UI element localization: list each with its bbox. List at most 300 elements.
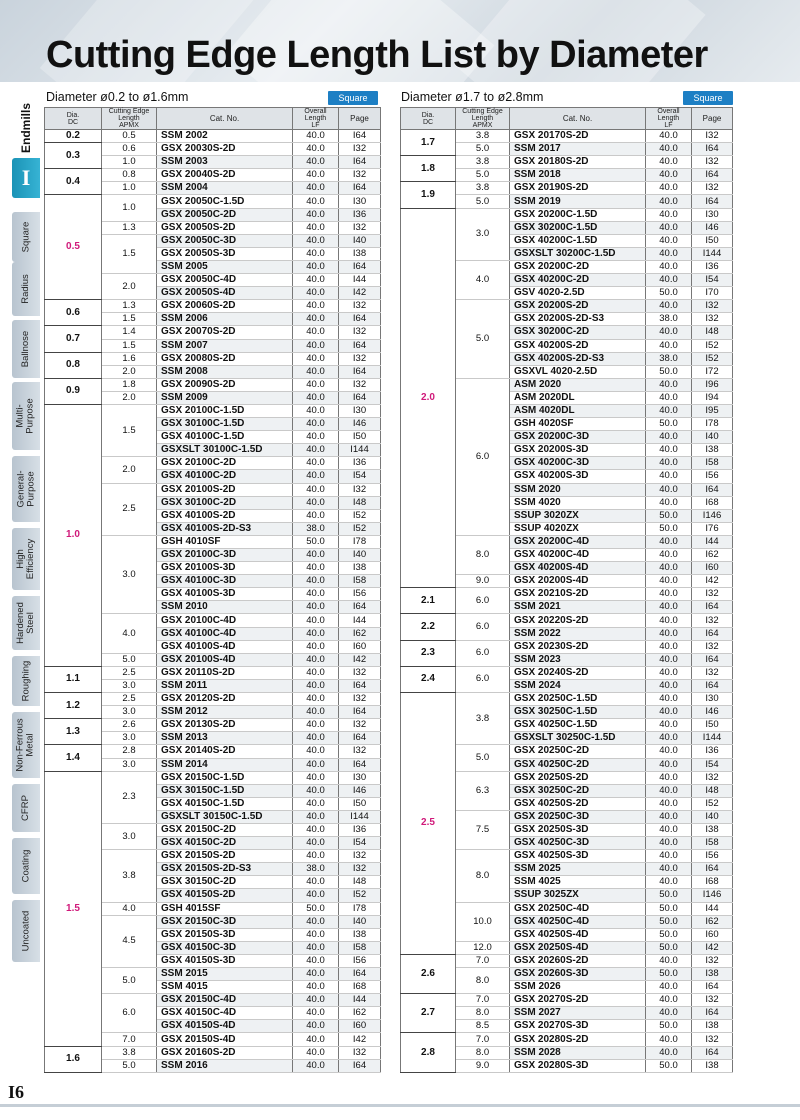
overall-length-cell: 40.0	[293, 418, 339, 431]
page-ref-cell[interactable]: I64	[692, 195, 733, 208]
diameter-cell: 1.8	[401, 156, 456, 182]
page-ref-cell[interactable]: I52	[339, 889, 381, 902]
page-ref-cell[interactable]: I32	[692, 640, 733, 653]
overall-length-cell: 40.0	[646, 208, 692, 221]
page-ref-cell[interactable]: I64	[339, 391, 381, 404]
overall-length-cell: 40.0	[646, 470, 692, 483]
diameter-cell: 1.2	[45, 693, 102, 719]
page-ref-cell[interactable]: I54	[692, 274, 733, 287]
page-ref-cell[interactable]: I32	[692, 666, 733, 679]
catalog-number-cell: GSX 40250S-3D	[510, 850, 646, 863]
cutting-edge-length-cell: 4.5	[102, 915, 157, 967]
page-ref-cell[interactable]: I30	[339, 195, 381, 208]
catalog-number-cell: GSH 4010SF	[157, 535, 293, 548]
cutting-edge-length-cell: 2.6	[102, 719, 157, 732]
catalog-number-cell: GSX 20100C-3D	[157, 549, 293, 562]
page-ref-cell[interactable]: I38	[692, 1020, 733, 1033]
page-ref-cell[interactable]: I58	[339, 575, 381, 588]
page-ref-cell[interactable]: I96	[692, 378, 733, 391]
catalog-number-cell: GSX 20100S-2D	[157, 483, 293, 496]
overall-length-cell: 50.0	[646, 365, 692, 378]
catalog-number-cell: GSX 20250C-2D	[510, 745, 646, 758]
catalog-number-cell: GSX 40150C-3D	[157, 941, 293, 954]
catalog-number-cell: GSX 20120S-2D	[157, 693, 293, 706]
page-ref-cell[interactable]: I60	[692, 562, 733, 575]
cutting-edge-length-cell: 3.0	[102, 706, 157, 719]
page-ref-cell[interactable]: I32	[692, 182, 733, 195]
cutting-edge-length-cell: 4.0	[102, 614, 157, 653]
page-ref-cell[interactable]: I48	[339, 876, 381, 889]
catalog-number-cell: GSX 20140S-2D	[157, 745, 293, 758]
page-ref-cell[interactable]: I32	[692, 588, 733, 601]
overall-length-cell: 40.0	[646, 169, 692, 182]
page-ref-cell[interactable]: I32	[339, 300, 381, 313]
page-ref-cell[interactable]: I30	[339, 771, 381, 784]
page-ref-cell[interactable]: I46	[339, 784, 381, 797]
catalog-number-cell: GSX 20160S-2D	[157, 1046, 293, 1059]
page-ref-cell[interactable]: I64	[339, 679, 381, 692]
page-ref-cell[interactable]: I38	[692, 823, 733, 836]
overall-length-cell: 40.0	[646, 588, 692, 601]
sidebar-tab-square[interactable]	[12, 212, 40, 262]
page-ref-cell[interactable]: I64	[339, 706, 381, 719]
page-ref-cell[interactable]: I32	[339, 352, 381, 365]
page-ref-cell[interactable]: I50	[339, 431, 381, 444]
page-ref-cell[interactable]: I36	[339, 823, 381, 836]
cutting-edge-length-cell: 4.0	[102, 902, 157, 915]
overall-length-cell: 40.0	[646, 404, 692, 417]
overall-length-cell: 40.0	[293, 352, 339, 365]
page-ref-cell[interactable]: I62	[692, 915, 733, 928]
page-ref-cell[interactable]: I50	[692, 719, 733, 732]
cutting-edge-length-cell: 3.8	[456, 182, 510, 195]
page-ref-cell[interactable]: I78	[339, 902, 381, 915]
table-row	[401, 666, 733, 679]
page-ref-cell[interactable]: I52	[339, 509, 381, 522]
catalog-number-cell: GSX 20150S-2D	[157, 850, 293, 863]
cutting-edge-length-cell: 3.8	[102, 1046, 157, 1059]
page-ref-cell[interactable]: I64	[692, 653, 733, 666]
overall-length-cell: 40.0	[646, 640, 692, 653]
page-ref-cell[interactable]: I72	[692, 365, 733, 378]
page-ref-cell[interactable]: I52	[692, 797, 733, 810]
page-ref-cell[interactable]: I32	[339, 850, 381, 863]
page-ref-cell[interactable]: I32	[339, 666, 381, 679]
sidebar-tab-label: CFRP	[20, 795, 31, 821]
page-ref-cell[interactable]: I38	[339, 928, 381, 941]
overall-length-cell: 40.0	[293, 915, 339, 928]
catalog-number-cell: GSX 30200C-2D	[510, 326, 646, 339]
overall-length-cell: 50.0	[293, 535, 339, 548]
page-ref-cell[interactable]: I42	[339, 287, 381, 300]
overall-length-cell: 40.0	[293, 339, 339, 352]
page-ref-cell[interactable]: I48	[692, 326, 733, 339]
page-ref-cell[interactable]: I68	[692, 876, 733, 889]
catalog-number-cell: GSX 30150C-2D	[157, 876, 293, 889]
page-ref-cell[interactable]: I62	[339, 627, 381, 640]
page-ref-cell[interactable]: I60	[339, 640, 381, 653]
diameter-cell: 0.7	[45, 326, 102, 352]
sidebar-tab-label: Radius	[20, 274, 32, 304]
overall-length-cell: 40.0	[293, 850, 339, 863]
page-ref-cell[interactable]: I32	[339, 378, 381, 391]
page-ref-cell[interactable]: I42	[692, 575, 733, 588]
cutting-edge-length-cell: 3.0	[456, 208, 510, 260]
overall-length-cell: 40.0	[293, 509, 339, 522]
page-ref-cell[interactable]: I64	[692, 1007, 733, 1020]
table-row	[45, 130, 381, 143]
page-ref-cell[interactable]: I62	[339, 1007, 381, 1020]
page-ref-cell[interactable]: I32	[692, 771, 733, 784]
catalog-number-cell: GSH 4020SF	[510, 418, 646, 431]
page-ref-cell[interactable]: I64	[339, 968, 381, 981]
footer-line	[0, 1104, 800, 1107]
table-row	[45, 693, 381, 706]
catalog-number-cell: GSX 20280S-3D	[510, 1059, 646, 1072]
cutting-edge-length-cell: 2.0	[102, 457, 157, 483]
page-ref-cell[interactable]: I32	[339, 221, 381, 234]
overall-length-cell: 40.0	[293, 365, 339, 378]
page-ref-cell[interactable]: I78	[692, 418, 733, 431]
catalog-number-cell: SSM 2003	[157, 156, 293, 169]
page-ref-cell[interactable]: I60	[692, 928, 733, 941]
page-ref-cell[interactable]: I32	[339, 863, 381, 876]
cutting-edge-length-cell: 1.4	[102, 326, 157, 339]
lf-header: Overall Length LF	[293, 108, 339, 130]
page-ref-cell[interactable]: I32	[339, 1046, 381, 1059]
catalog-number-cell: GSX 20210S-2D	[510, 588, 646, 601]
overall-length-cell: 40.0	[293, 274, 339, 287]
page-ref-cell[interactable]: I32	[692, 614, 733, 627]
page-ref-cell[interactable]: I64	[339, 601, 381, 614]
page-ref-cell[interactable]: I46	[692, 221, 733, 234]
page-ref-cell[interactable]: I38	[339, 562, 381, 575]
overall-length-cell: 40.0	[293, 928, 339, 941]
page-ref-cell[interactable]: I64	[339, 758, 381, 771]
page-ref-cell[interactable]: I32	[692, 130, 733, 143]
left-diameter-caption: Diameter ø0.2 to ø1.6mm	[46, 90, 189, 104]
overall-length-cell: 40.0	[646, 994, 692, 1007]
catalog-number-cell: GSX 20050S-4D	[157, 287, 293, 300]
catalog-number-cell: SSM 2013	[157, 732, 293, 745]
page-ref-cell[interactable]: I40	[339, 549, 381, 562]
page-ref-cell[interactable]: I44	[692, 535, 733, 548]
cutting-edge-length-cell: 1.5	[102, 234, 157, 273]
table-row	[45, 195, 381, 208]
catalog-number-cell: GSX 30200C-1.5D	[510, 221, 646, 234]
table-row	[401, 693, 733, 706]
overall-length-cell: 40.0	[293, 614, 339, 627]
sidebar-tab-multi-purpose[interactable]	[12, 382, 40, 450]
page-ref-cell[interactable]: I32	[692, 300, 733, 313]
overall-length-cell: 38.0	[293, 863, 339, 876]
page-ref-cell[interactable]: I144	[339, 444, 381, 457]
page-ref-cell[interactable]: I58	[692, 457, 733, 470]
sidebar-tab-non-ferrous-metal[interactable]	[12, 712, 40, 778]
sidebar-tab-high-efficiency[interactable]	[12, 528, 40, 590]
catalog-number-cell: SSUP 3020ZX	[510, 509, 646, 522]
page-ref-cell[interactable]: I64	[692, 169, 733, 182]
overall-length-cell: 40.0	[646, 339, 692, 352]
page-ref-cell[interactable]: I48	[692, 784, 733, 797]
table-row	[45, 719, 381, 732]
page-ref-cell[interactable]: I36	[692, 745, 733, 758]
page-ref-cell[interactable]: I40	[339, 915, 381, 928]
page-ref-cell[interactable]: I50	[339, 797, 381, 810]
page-ref-cell[interactable]: I64	[339, 260, 381, 273]
page-ref-cell[interactable]: I32	[692, 994, 733, 1007]
page-ref-cell[interactable]: I32	[339, 719, 381, 732]
page-ref-cell[interactable]: I146	[692, 509, 733, 522]
catalog-number-cell: GSX 20240S-2D	[510, 666, 646, 679]
sidebar-tab-radius[interactable]	[12, 262, 40, 316]
page-ref-cell[interactable]: I64	[692, 143, 733, 156]
page-ref-cell[interactable]: I64	[339, 130, 381, 143]
cutting-edge-length-cell: 0.5	[102, 130, 157, 143]
overall-length-cell: 40.0	[293, 719, 339, 732]
page-ref-cell[interactable]: I44	[692, 902, 733, 915]
page-ref-cell[interactable]: I144	[692, 247, 733, 260]
diameter-cell: 0.3	[45, 143, 102, 169]
overall-length-cell: 40.0	[293, 260, 339, 273]
page-ref-cell[interactable]: I46	[339, 418, 381, 431]
page-ref-cell[interactable]: I32	[692, 313, 733, 326]
overall-length-cell: 50.0	[646, 1059, 692, 1072]
catalog-number-cell: GSX 20130S-2D	[157, 719, 293, 732]
sidebar-tab-hardened-steel[interactable]	[12, 596, 40, 650]
page-ref-cell[interactable]: I40	[692, 810, 733, 823]
page-ref-cell[interactable]: I30	[692, 693, 733, 706]
page-ref-cell[interactable]: I95	[692, 404, 733, 417]
cutting-edge-length-cell: 7.0	[102, 1033, 157, 1046]
page-ref-cell[interactable]: I56	[339, 954, 381, 967]
overall-length-cell: 40.0	[646, 378, 692, 391]
overall-length-cell: 40.0	[293, 470, 339, 483]
overall-length-cell: 40.0	[646, 575, 692, 588]
table-row	[401, 156, 733, 169]
page-ref-cell[interactable]: I36	[339, 457, 381, 470]
page-ref-cell[interactable]: I52	[339, 522, 381, 535]
catalog-number-cell: GSX 20200S-2D-S3	[510, 313, 646, 326]
overall-length-cell: 40.0	[293, 758, 339, 771]
table-row	[45, 300, 381, 313]
page-ref-cell[interactable]: I64	[692, 679, 733, 692]
overall-length-cell: 40.0	[646, 391, 692, 404]
catalog-number-cell: GSX 20270S-3D	[510, 1020, 646, 1033]
sidebar-tab-coating[interactable]	[12, 838, 40, 894]
table-row	[45, 1046, 381, 1059]
overall-length-cell: 40.0	[293, 208, 339, 221]
page-ref-cell[interactable]: I50	[692, 234, 733, 247]
page-ref-cell[interactable]: I54	[692, 758, 733, 771]
page-ref-cell[interactable]: I38	[339, 247, 381, 260]
page-ref-cell[interactable]: I64	[339, 732, 381, 745]
page-ref-cell[interactable]: I144	[339, 810, 381, 823]
page-ref-cell[interactable]: I64	[692, 483, 733, 496]
catalog-number-cell: GSX 20040S-2D	[157, 169, 293, 182]
page-ref-cell[interactable]: I32	[339, 143, 381, 156]
page-ref-cell[interactable]: I68	[339, 981, 381, 994]
catalog-number-cell: SSM 2009	[157, 391, 293, 404]
cutting-edge-length-cell: 1.5	[102, 404, 157, 456]
cutting-edge-length-cell: 3.8	[456, 156, 510, 169]
catalog-number-cell: GSXSLT 30100C-1.5D	[157, 444, 293, 457]
cutting-edge-length-cell: 2.0	[102, 274, 157, 300]
catalog-number-cell: SSM 2023	[510, 653, 646, 666]
cutting-edge-length-cell: 8.0	[456, 850, 510, 902]
cutting-edge-length-cell: 4.0	[456, 260, 510, 299]
page-ref-cell[interactable]: I32	[339, 483, 381, 496]
overall-length-cell: 40.0	[293, 889, 339, 902]
page-ref-cell[interactable]: I30	[339, 404, 381, 417]
diameter-cell: 0.4	[45, 169, 102, 195]
catalog-number-cell: GSX 40200S-2D-S3	[510, 352, 646, 365]
page-ref-cell[interactable]: I32	[339, 169, 381, 182]
sidebar-tab-endmills[interactable]	[12, 98, 40, 158]
sidebar-tab-general-purpose[interactable]	[12, 456, 40, 522]
sidebar-tab-label: Multi- Purpose	[15, 398, 37, 434]
page-ref-cell[interactable]: I64	[339, 365, 381, 378]
sidebar-tab-roughing[interactable]	[12, 656, 40, 706]
overall-length-cell: 40.0	[293, 496, 339, 509]
page-ref-cell[interactable]: I42	[692, 941, 733, 954]
page-ref-cell[interactable]: I56	[692, 470, 733, 483]
page-ref-cell[interactable]: I44	[339, 994, 381, 1007]
page-ref-cell[interactable]: I46	[692, 706, 733, 719]
page-ref-cell[interactable]: I64	[339, 313, 381, 326]
catalog-number-cell: GSX 20200C-3D	[510, 431, 646, 444]
page-ref-cell[interactable]: I36	[692, 260, 733, 273]
page-ref-cell[interactable]: I32	[339, 693, 381, 706]
cutting-edge-length-cell: 8.0	[456, 535, 510, 574]
page-ref-cell[interactable]: I64	[692, 863, 733, 876]
sidebar-tab-uncoated[interactable]	[12, 900, 40, 962]
catalog-number-cell: GSX 20190S-2D	[510, 182, 646, 195]
page-ref-cell[interactable]: I32	[692, 954, 733, 967]
cutting-edge-length-cell: 3.0	[102, 679, 157, 692]
page-ref-cell[interactable]: I48	[339, 496, 381, 509]
page-ref-cell[interactable]: I58	[692, 837, 733, 850]
overall-length-cell: 50.0	[293, 902, 339, 915]
overall-length-cell: 40.0	[293, 941, 339, 954]
apmx-header: Cutting Edge Length APMX	[102, 108, 157, 130]
catalog-number-cell: GSX 40200C-3D	[510, 457, 646, 470]
overall-length-cell: 40.0	[293, 837, 339, 850]
catalog-number-cell: GSXSLT 30150C-1.5D	[157, 810, 293, 823]
page-ref-cell[interactable]: I36	[339, 208, 381, 221]
page-ref-cell[interactable]: I64	[692, 981, 733, 994]
catalog-number-cell: GSX 40100C-4D	[157, 627, 293, 640]
overall-length-cell: 40.0	[293, 195, 339, 208]
page-ref-cell[interactable]: I40	[692, 431, 733, 444]
sidebar-tab-cfrp[interactable]	[12, 784, 40, 832]
cutting-edge-length-cell: 5.0	[102, 1059, 157, 1072]
page-ref-cell[interactable]: I64	[339, 1059, 381, 1072]
page-ref-cell[interactable]: I56	[339, 588, 381, 601]
page-ref-cell[interactable]: I144	[692, 732, 733, 745]
overall-length-cell: 40.0	[293, 391, 339, 404]
sidebar-tab-i[interactable]	[12, 158, 40, 198]
page-ref-cell[interactable]: I94	[692, 391, 733, 404]
page-ref-cell[interactable]: I32	[339, 745, 381, 758]
catalog-number-cell: GSX 20250C-3D	[510, 810, 646, 823]
page-ref-cell[interactable]: I42	[339, 653, 381, 666]
cutting-edge-length-cell: 2.8	[102, 745, 157, 758]
diameter-cell: 2.0	[401, 208, 456, 588]
cutting-edge-length-cell: 0.8	[102, 169, 157, 182]
page-ref-cell[interactable]: I146	[692, 889, 733, 902]
page-ref-cell[interactable]: I38	[692, 444, 733, 457]
page-ref-cell[interactable]: I68	[692, 496, 733, 509]
catalog-number-cell: GSX 40250C-2D	[510, 758, 646, 771]
page-ref-cell[interactable]: I76	[692, 522, 733, 535]
page-ref-cell[interactable]: I60	[339, 1020, 381, 1033]
page-ref-cell[interactable]: I44	[339, 274, 381, 287]
page-ref-cell[interactable]: I64	[692, 627, 733, 640]
page-ref-cell[interactable]: I38	[692, 1059, 733, 1072]
overall-length-cell: 40.0	[293, 247, 339, 260]
catalog-number-cell: GSX 40200C-4D	[510, 549, 646, 562]
overall-length-cell: 40.0	[646, 954, 692, 967]
catalog-number-cell: GSX 40100S-2D-S3	[157, 522, 293, 535]
diameter-cell: 2.1	[401, 588, 456, 614]
page-ref-cell[interactable]: I62	[692, 549, 733, 562]
page-ref-cell[interactable]: I52	[692, 339, 733, 352]
diameter-cell: 2.2	[401, 614, 456, 640]
page-ref-cell[interactable]: I30	[692, 208, 733, 221]
page-ref-cell[interactable]: I58	[339, 941, 381, 954]
catalog-number-cell: GSX 20250S-4D	[510, 941, 646, 954]
page-ref-cell[interactable]: I64	[692, 601, 733, 614]
overall-length-cell: 50.0	[646, 418, 692, 431]
page-ref-cell[interactable]: I54	[339, 837, 381, 850]
page-ref-cell[interactable]: I32	[692, 156, 733, 169]
overall-length-cell: 40.0	[646, 274, 692, 287]
overall-length-cell: 40.0	[646, 758, 692, 771]
overall-length-cell: 40.0	[646, 771, 692, 784]
catalog-number-cell: GSX 20150C-3D	[157, 915, 293, 928]
page-ref-cell[interactable]: I64	[339, 156, 381, 169]
catalog-number-cell: GSX 20250S-3D	[510, 823, 646, 836]
page-ref-cell[interactable]: I56	[692, 850, 733, 863]
page-ref-cell[interactable]: I42	[339, 1033, 381, 1046]
catalog-number-cell: SSUP 3025ZX	[510, 889, 646, 902]
overall-length-cell: 40.0	[646, 535, 692, 548]
table-row	[401, 588, 733, 601]
cutting-edge-length-cell: 1.0	[102, 182, 157, 195]
page-ref-cell[interactable]: I64	[339, 182, 381, 195]
overall-length-cell: 40.0	[293, 954, 339, 967]
page-ref-cell[interactable]: I44	[339, 614, 381, 627]
cutting-edge-length-cell: 7.5	[456, 810, 510, 849]
page-ref-cell[interactable]: I52	[692, 352, 733, 365]
page-ref-cell[interactable]: I32	[339, 326, 381, 339]
page-ref-cell[interactable]: I64	[339, 339, 381, 352]
page-ref-cell[interactable]: I54	[339, 470, 381, 483]
cutting-edge-length-cell: 3.8	[456, 130, 510, 143]
overall-length-cell: 40.0	[293, 326, 339, 339]
overall-length-cell: 40.0	[293, 300, 339, 313]
page-ref-cell[interactable]: I78	[339, 535, 381, 548]
page-ref-cell[interactable]: I38	[692, 968, 733, 981]
cutting-edge-length-cell: 1.3	[102, 221, 157, 234]
diameter-cell: 0.8	[45, 352, 102, 378]
page-ref-cell[interactable]: I64	[692, 1046, 733, 1059]
sidebar-tab-ballnose[interactable]	[12, 320, 40, 378]
page-ref-cell[interactable]: I32	[692, 1033, 733, 1046]
page-ref-cell[interactable]: I40	[339, 234, 381, 247]
page-ref-cell[interactable]: I70	[692, 287, 733, 300]
